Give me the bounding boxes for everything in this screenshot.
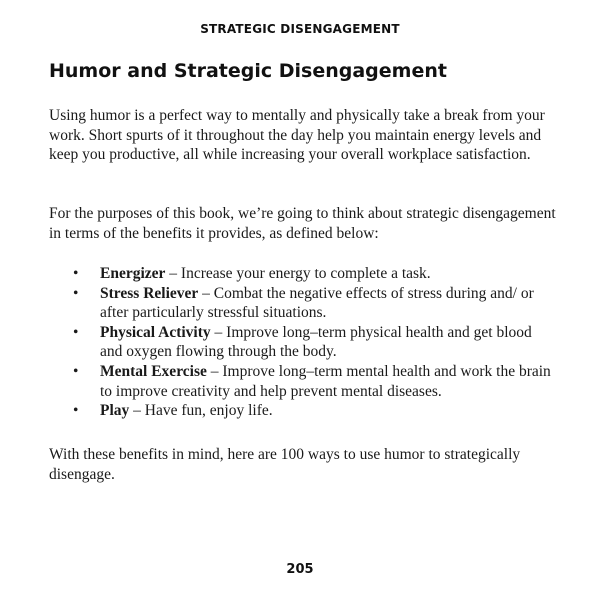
list-item — [73, 362, 553, 401]
benefit-term: Energizer — [100, 265, 166, 282]
benefit-description: – Combat the negative effects of stress during and/ or after particularly stressful situations. — [100, 284, 534, 322]
list-item — [73, 323, 553, 362]
list-item — [73, 401, 553, 421]
benefit-description: – Have fun, enjoy life. — [129, 402, 273, 420]
intro-paragraph: Using humor is a perfect way to mentally and physically take a break from your work. Short spurts of it throughout the day help you maintain energy levels and keep you productive, all while increasing your overall workplace satisfaction. — [49, 107, 545, 164]
benefit-term: Stress Reliever — [100, 284, 199, 302]
page-number: 205 — [286, 562, 314, 577]
bullet-icon: • — [73, 284, 79, 302]
benefit-description: – Increase your energy to complete a task. — [165, 265, 431, 282]
benefit-description: – Improve long–term physical health and get blood and oxygen flowing through the body. — [100, 323, 532, 361]
benefit-term: Play — [100, 402, 130, 420]
running-head: STRATEGIC DISENGAGEMENT — [200, 22, 400, 36]
closing-paragraph: With these benefits in mind, here are 100 ways to use humor to strategically disengage. — [49, 446, 521, 483]
bullet-icon: • — [73, 362, 79, 380]
list-item — [73, 284, 553, 323]
bullet-icon: • — [73, 265, 79, 282]
purpose-paragraph: For the purposes of this book, we’re going to think about strategic disengagement in terms of the benefits it provides, as defined below: — [49, 205, 556, 242]
benefit-term: Physical Activity — [100, 323, 211, 341]
bullet-icon: • — [73, 402, 79, 420]
benefit-description: – Improve long–term mental health and work the brain to improve creativity and help prevent mental diseases. — [100, 362, 551, 400]
benefit-term: Mental Exercise — [100, 362, 207, 380]
bullet-icon: • — [73, 323, 79, 341]
benefits-list — [73, 264, 553, 421]
section-heading: Humor and Strategic Disengagement — [49, 60, 447, 82]
list-item — [73, 264, 553, 284]
